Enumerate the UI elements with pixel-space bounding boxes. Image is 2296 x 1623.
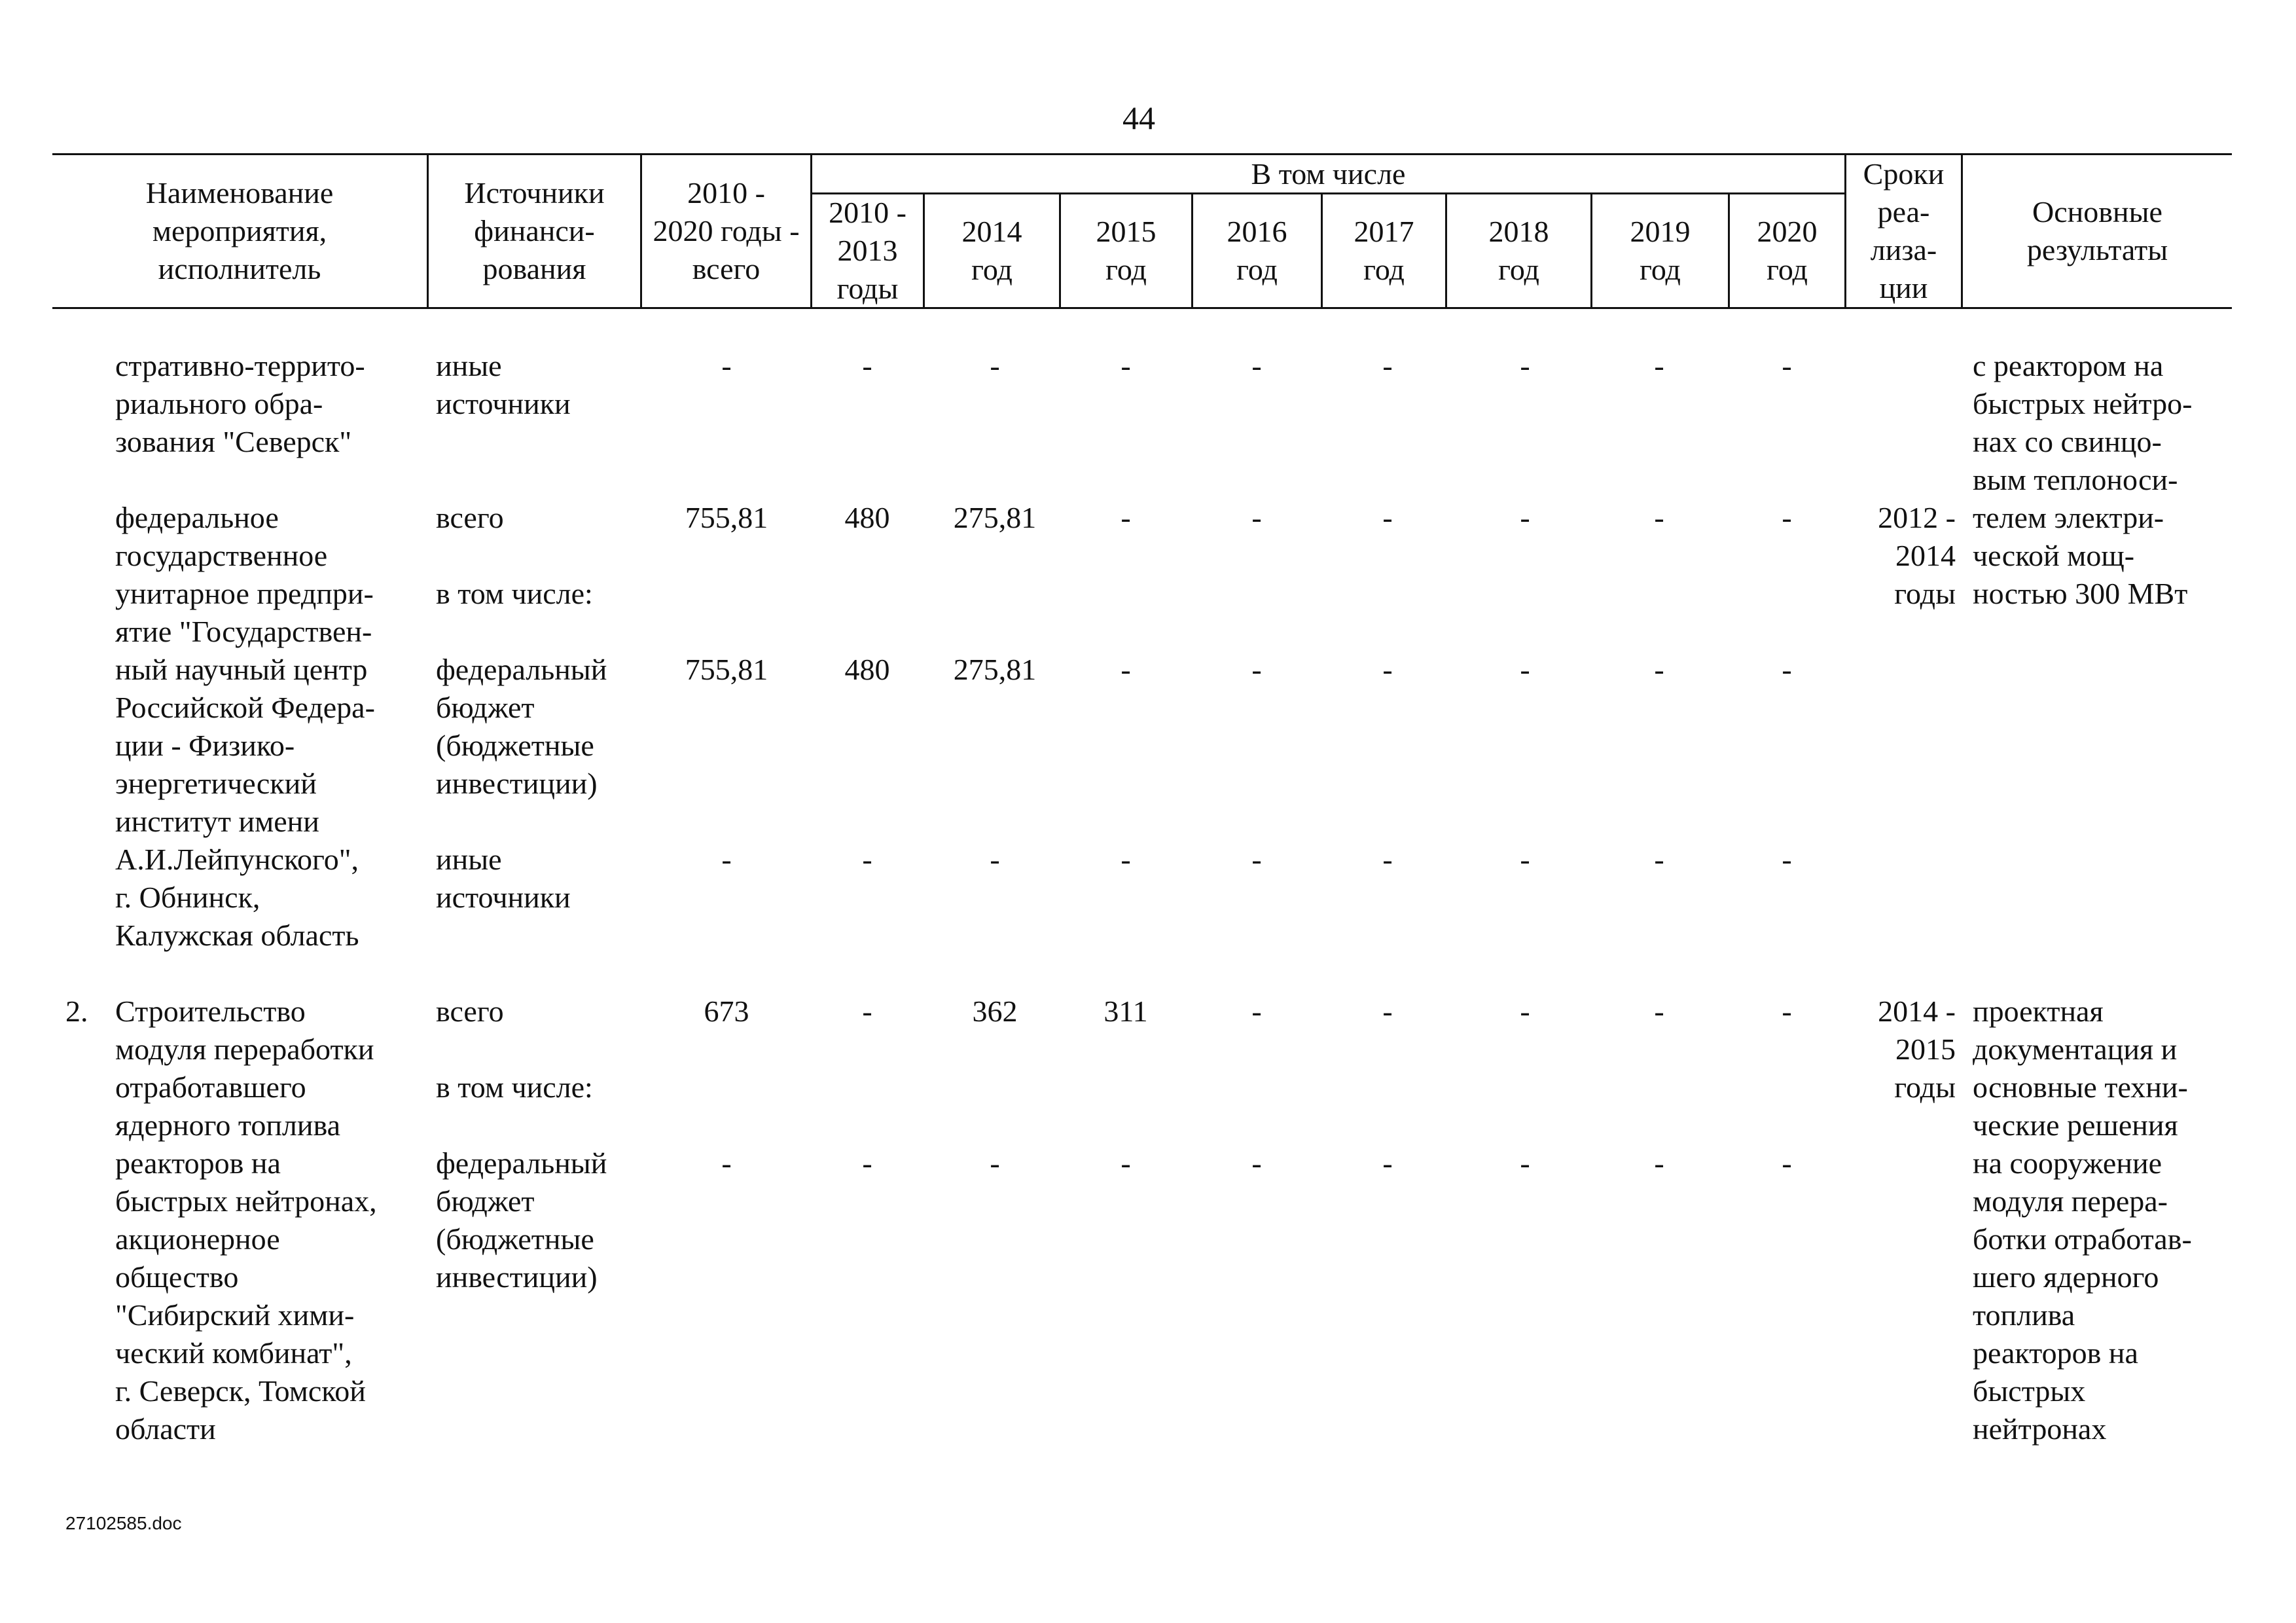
header-year-2018: 2018 год bbox=[1488, 215, 1549, 286]
header-bottom-rule bbox=[52, 307, 2232, 309]
header-total-col: 2010 - 2020 годы - всего bbox=[653, 176, 800, 285]
value-2016: - bbox=[1251, 349, 1262, 382]
value-2010-2013: - bbox=[862, 843, 872, 876]
block-number: 2. bbox=[65, 994, 88, 1028]
value-2017: - bbox=[1382, 653, 1393, 686]
header-year-2017: 2017 год bbox=[1354, 215, 1414, 286]
header-year-2016: 2016 год bbox=[1227, 215, 1287, 286]
block-name: федеральное государственное унитарное предпри- ятие "Государствен- ный научный центр Российской Федера- ции - Физико- энергетический институт имени А.И.Лейпунского", г. Обнинск, Калужская область bbox=[115, 501, 375, 952]
value-2018: - bbox=[1520, 1146, 1530, 1180]
header-year-2015: 2015 год bbox=[1096, 215, 1157, 286]
value-2017: - bbox=[1382, 1146, 1393, 1180]
row-source: иные источники bbox=[436, 843, 571, 914]
value-2018: - bbox=[1520, 501, 1530, 534]
value-2014: 275,81 bbox=[953, 653, 1037, 686]
value-2017: - bbox=[1382, 843, 1393, 876]
value-2014: - bbox=[990, 1146, 1000, 1180]
block-results: с реактором на быстрых нейтро- нах со свинцо- вым теплоноси- телем электри- ческой мощ- ностью 300 МВт bbox=[1973, 349, 2193, 610]
value-2017: - bbox=[1382, 501, 1393, 534]
value-2019: - bbox=[1654, 843, 1664, 876]
footer-filename: 27102585.doc bbox=[65, 1513, 182, 1533]
header-terms-col: Сроки реа- лиза- ции bbox=[1863, 157, 1945, 304]
value-total: 673 bbox=[704, 994, 749, 1028]
value-2010-2013: - bbox=[862, 349, 872, 382]
value-2017: - bbox=[1382, 994, 1393, 1028]
header-year-2019: 2019 год bbox=[1630, 215, 1691, 286]
value-2019: - bbox=[1654, 349, 1664, 382]
block-terms: 2014 - 2015 годы bbox=[1878, 994, 1956, 1104]
value-2019: - bbox=[1654, 994, 1664, 1028]
value-2010-2013: - bbox=[862, 994, 872, 1028]
value-total: - bbox=[721, 1146, 732, 1180]
value-2016: - bbox=[1251, 653, 1262, 686]
value-2019: - bbox=[1654, 653, 1664, 686]
value-2015: - bbox=[1121, 843, 1131, 876]
value-total: - bbox=[721, 843, 732, 876]
header-name-col: Наименование мероприятия, исполнитель bbox=[145, 176, 334, 285]
value-2015: - bbox=[1121, 501, 1131, 534]
value-2018: - bbox=[1520, 843, 1530, 876]
value-2020: - bbox=[1782, 653, 1792, 686]
value-2014: 362 bbox=[972, 994, 1018, 1028]
value-2016: - bbox=[1251, 1146, 1262, 1180]
value-2018: - bbox=[1520, 653, 1530, 686]
value-2020: - bbox=[1782, 994, 1792, 1028]
value-2014: - bbox=[990, 843, 1000, 876]
header-source-col: Источники финанси- рования bbox=[464, 176, 605, 285]
value-2016: - bbox=[1251, 501, 1262, 534]
value-2020: - bbox=[1782, 843, 1792, 876]
header-results-col: Основные результаты bbox=[2026, 195, 2168, 266]
block-results: проектная документация и основные техни- ческие решения на сооружение модуля перера- ботки отработав- шего ядерного топлива реакторов на быстрых нейтронах bbox=[1973, 994, 2192, 1446]
header-year-2014: 2014 год bbox=[961, 215, 1022, 286]
block-name: Строительство модуля переработки отработавшего ядерного топлива реакторов на быстрых нейтронах, акционерное общество "Сибирский хими- ческий комбинат", г. Северск, Томской области bbox=[115, 994, 377, 1446]
value-2010-2013: - bbox=[862, 1146, 872, 1180]
header-year-2010-2013: 2010 - 2013 годы bbox=[829, 196, 906, 305]
value-2015: 311 bbox=[1103, 994, 1148, 1028]
header-year-2020: 2020 год bbox=[1757, 215, 1818, 286]
value-total: 755,81 bbox=[685, 653, 768, 686]
row-source: федеральный бюджет (бюджетные инвестиции) bbox=[436, 653, 607, 800]
value-2020: - bbox=[1782, 1146, 1792, 1180]
value-2016: - bbox=[1251, 843, 1262, 876]
header-including: В том числе bbox=[1251, 156, 1406, 191]
value-2014: 275,81 bbox=[953, 501, 1037, 534]
value-total: - bbox=[721, 349, 732, 382]
value-2020: - bbox=[1782, 501, 1792, 534]
row-source: в том числе: bbox=[436, 577, 593, 610]
value-2018: - bbox=[1520, 994, 1530, 1028]
row-source: федеральный бюджет (бюджетные инвестиции) bbox=[436, 1146, 607, 1294]
value-2014: - bbox=[990, 349, 1000, 382]
value-total: 755,81 bbox=[685, 501, 768, 534]
value-2015: - bbox=[1121, 653, 1131, 686]
value-2015: - bbox=[1121, 349, 1131, 382]
row-source: всего bbox=[436, 501, 504, 534]
value-2019: - bbox=[1654, 501, 1664, 534]
value-2015: - bbox=[1121, 1146, 1131, 1180]
value-2010-2013: 480 bbox=[844, 653, 890, 686]
row-source: в том числе: bbox=[436, 1070, 593, 1104]
value-2010-2013: 480 bbox=[844, 501, 890, 534]
value-2018: - bbox=[1520, 349, 1530, 382]
value-2019: - bbox=[1654, 1146, 1664, 1180]
value-2016: - bbox=[1251, 994, 1262, 1028]
row-source: иные источники bbox=[436, 349, 571, 420]
block-terms: 2012 - 2014 годы bbox=[1878, 501, 1956, 610]
value-2017: - bbox=[1382, 349, 1393, 382]
row-source: всего bbox=[436, 994, 504, 1028]
value-2020: - bbox=[1782, 349, 1792, 382]
block-name: стративно-террито- риального обра- зования "Северск" bbox=[115, 349, 365, 458]
page-number: 44 bbox=[1122, 100, 1155, 136]
